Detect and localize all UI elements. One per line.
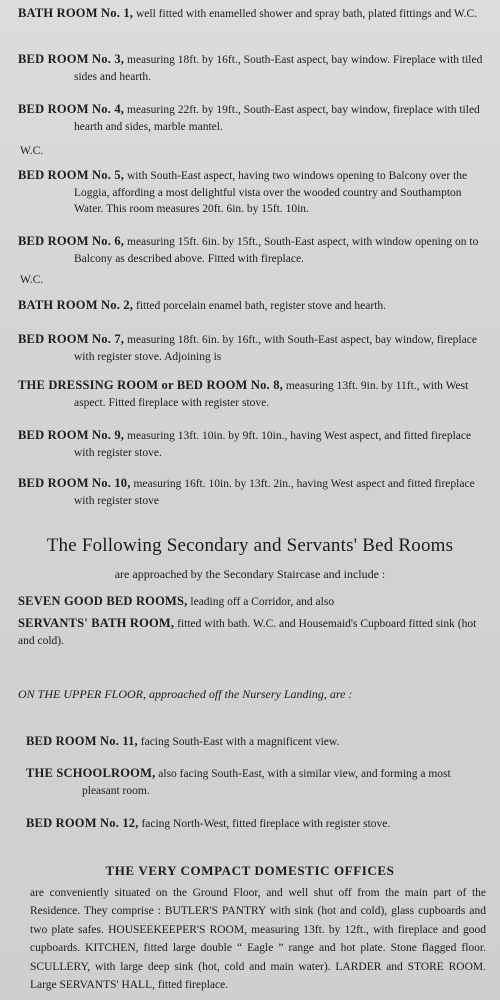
item-description: facing North-West, fitted fireplace with register stove.: [141, 818, 391, 830]
room-heading: BATH ROOM No. 1,: [18, 6, 134, 20]
upper-floor-intro: ON THE UPPER FLOOR, approached off the Nursery Landing, are :: [18, 687, 353, 701]
upper-floor-item: [26, 764, 484, 799]
room-description: measuring 18ft. by 16ft., South-East aspect, bay window. Fireplace with tiled sides and hearth.: [74, 54, 483, 83]
room-description: well fitted with enamelled shower and spray bath, plated fittings and W.C.: [136, 8, 478, 20]
domestic-paragraph: are conveniently situated on the Ground Floor, and well shut off from the main part of the Residence. They comprise : BUTLER'S PANTRY with sink (hot and cold), glass cupboards and two plate safes. HOUSEEKEEPER'S ROOM, measuring 13ft. by 12ft., with fireplace and good cupboards. KITCHEN, fitted large double “ Eagle ” range and hot plate. Stone flagged floor. SCULLERY, with large deep sink (hot, cold and main water). LARDER and STORE ROOM. Large SERVANTS' HALL, fitted fireplace.: [30, 887, 486, 991]
room-entry: [18, 330, 484, 365]
section-title: The Following Secondary and Servants' Bed Rooms: [46, 535, 454, 556]
room-description: measuring 13ft. 10in. by 9ft. 10in., having West aspect, and fitted fireplace with register stove.: [74, 430, 472, 459]
room-heading: BED ROOM No. 3,: [18, 52, 125, 66]
room-heading: BED ROOM No. 7,: [18, 332, 125, 346]
item-description: also facing South-East, with a similar view, and forming a most pleasant room.: [82, 768, 451, 797]
room-description: measuring 13ft. 9in. by 11ft., with West aspect. Fitted fireplace with register stove.: [74, 380, 469, 409]
room-heading: BED ROOM No. 9,: [18, 428, 125, 442]
room-entry: [18, 166, 484, 218]
upper-floor-item: [26, 814, 484, 833]
item-heading: THE SCHOOLROOM,: [26, 766, 156, 780]
room-entry: [18, 426, 484, 461]
room-description: measuring 22ft. by 19ft., South-East aspect, bay window, fireplace with tiled hearth and sides, marble mantel.: [74, 104, 480, 133]
room-entry: [18, 50, 484, 85]
item-description: facing South-East with a magnificent view.: [140, 736, 340, 748]
room-entry: [18, 232, 484, 267]
room-heading: BED ROOM No. 4,: [18, 102, 125, 116]
domestic-title: THE VERY COMPACT DOMESTIC OFFICES: [105, 863, 395, 878]
upper-floor-item: [26, 732, 484, 751]
room-entry: [18, 100, 484, 135]
item-heading: SEVEN GOOD BED ROOMS,: [18, 594, 188, 608]
secondary-item: [18, 592, 484, 611]
room-entry: [18, 474, 484, 509]
room-description: fitted porcelain enamel bath, register stove and hearth.: [136, 300, 387, 312]
room-entry: [18, 376, 484, 411]
room-heading: BATH ROOM No. 2,: [18, 298, 134, 312]
item-heading: BED ROOM No. 12,: [26, 816, 139, 830]
wc-label: W.C.: [20, 274, 44, 286]
section-subtitle: are approached by the Secondary Staircase and include :: [114, 567, 386, 581]
room-description: with South-East aspect, having two windows opening to Balcony over the Loggia, affording a most delightful vista over the wooded country and Southampton Water. This room measures 20ft. 6in. by 15ft. 10in.: [74, 170, 468, 216]
room-entry: [18, 4, 484, 23]
item-description: fitted with bath. W.C. and Housemaid's Cupboard fitted sink (hot and cold).: [18, 618, 477, 647]
room-heading: BED ROOM No. 5,: [18, 168, 125, 182]
room-description: measuring 15ft. 6in. by 15ft., South-East aspect, with window opening on to Balcony as described above. Fitted with fireplace.: [74, 236, 479, 265]
secondary-item: [18, 614, 484, 649]
item-heading: SERVANTS' BATH ROOM,: [18, 616, 175, 630]
item-description: leading off a Corridor, and also: [190, 596, 335, 608]
room-heading: BED ROOM No. 10,: [18, 476, 131, 490]
room-heading: BED ROOM No. 6,: [18, 234, 125, 248]
item-heading: BED ROOM No. 11,: [26, 734, 138, 748]
room-description: measuring 16ft. 10in. by 13ft. 2in., having West aspect and fitted fireplace with register stove: [74, 478, 475, 507]
room-description: measuring 18ft. 6in. by 16ft., with South-East aspect, bay window, fireplace with register stove. Adjoining is: [74, 334, 477, 363]
wc-label: W.C.: [20, 145, 44, 157]
room-entry: [18, 296, 484, 315]
room-heading: THE DRESSING ROOM or BED ROOM No. 8,: [18, 378, 283, 392]
